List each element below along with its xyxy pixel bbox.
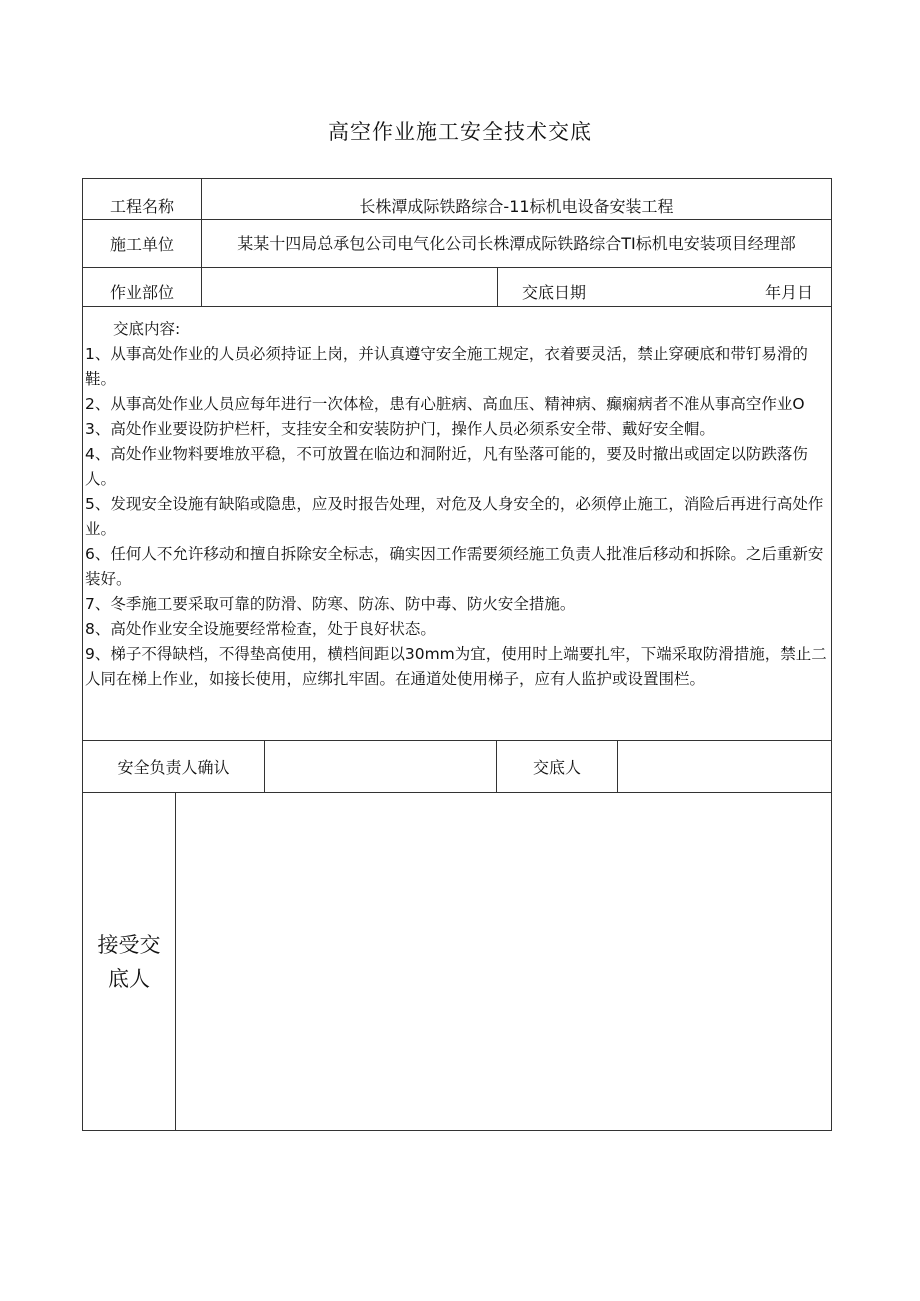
discloser-field[interactable] <box>617 741 831 792</box>
date-value[interactable]: 年月日 <box>764 282 813 302</box>
receiver-label <box>83 793 175 1130</box>
page-title: 高空作业施工安全技术交底 <box>328 120 592 144</box>
receiver-signature-area[interactable] <box>175 793 831 1130</box>
discloser-label: 交底人 <box>496 741 617 792</box>
content-item: 6、任何人不允许移动和擅自拆除安全标志，确实因工作需要须经施工负责人批准后移动和拆除。之后重新安装好。 <box>85 545 824 588</box>
content-intro: 交底内容: <box>113 320 181 338</box>
content-item: 2、从事高处作业人员应每年进行一次体检，患有心脏病、高血压、精神病、癫痫病者不准从事高空作业O <box>85 395 805 413</box>
content-item: 1、从事高处作业的人员必须持证上岗，并认真遵守安全施工规定，衣着要灵活，禁止穿硬底和带钉易滑的鞋。 <box>85 345 808 388</box>
unit-value: 某某十四局总承包公司电气化公司长株潭成际铁路综合TI标机电安装项目经理部 <box>201 220 831 267</box>
receiver-label-line2: 底人 <box>108 966 150 991</box>
project-label: 工程名称 <box>109 196 174 216</box>
location-label: 作业部位 <box>109 282 174 302</box>
location-row <box>83 268 831 307</box>
content-item: 3、高处作业要设防护栏杆，支挂安全和安装防护门，操作人员必须系安全带、戴好安全帽。 <box>85 420 715 438</box>
content-item: 9、梯子不得缺档，不得垫高使用，横档间距以30mm为宜，使用时上端要扎牢，下端采取防滑措施，禁止二人同在梯上作业，如接长使用，应绑扎牢固。在通道处使用梯子，应有人监护或设置围栏。 <box>85 645 827 688</box>
signoff-row <box>83 741 831 793</box>
content-item: 5、发现安全设施有缺陷或隐患，应及时报告处理，对危及人身安全的，必须停止施工，消险后再进行高处作业。 <box>85 495 824 538</box>
content-item: 4、高处作业物料要堆放平稳，不可放置在临边和洞附近，凡有坠落可能的，要及时撤出或固定以防跌落伤人。 <box>85 445 808 488</box>
unit-row <box>83 220 831 268</box>
disclosure-form <box>82 178 832 1131</box>
location-value[interactable] <box>201 268 497 306</box>
receiver-label-line1: 接受交 <box>97 932 161 957</box>
date-cell <box>497 268 831 306</box>
disclosure-content <box>83 307 831 741</box>
project-value: 长株潭成际铁路综合-11标机电设备安装工程 <box>201 179 831 219</box>
safety-officer-label: 安全负责人确认 <box>117 758 230 777</box>
content-item: 7、冬季施工要采取可靠的防滑、防寒、防冻、防中毒、防火安全措施。 <box>85 595 576 613</box>
unit-label: 施工单位 <box>109 235 174 254</box>
project-row <box>83 179 831 220</box>
date-label: 交底日期 <box>522 282 587 302</box>
content-item: 8、高处作业安全设施要经常检查，处于良好状态。 <box>85 620 436 638</box>
safety-officer-field[interactable] <box>264 741 496 792</box>
